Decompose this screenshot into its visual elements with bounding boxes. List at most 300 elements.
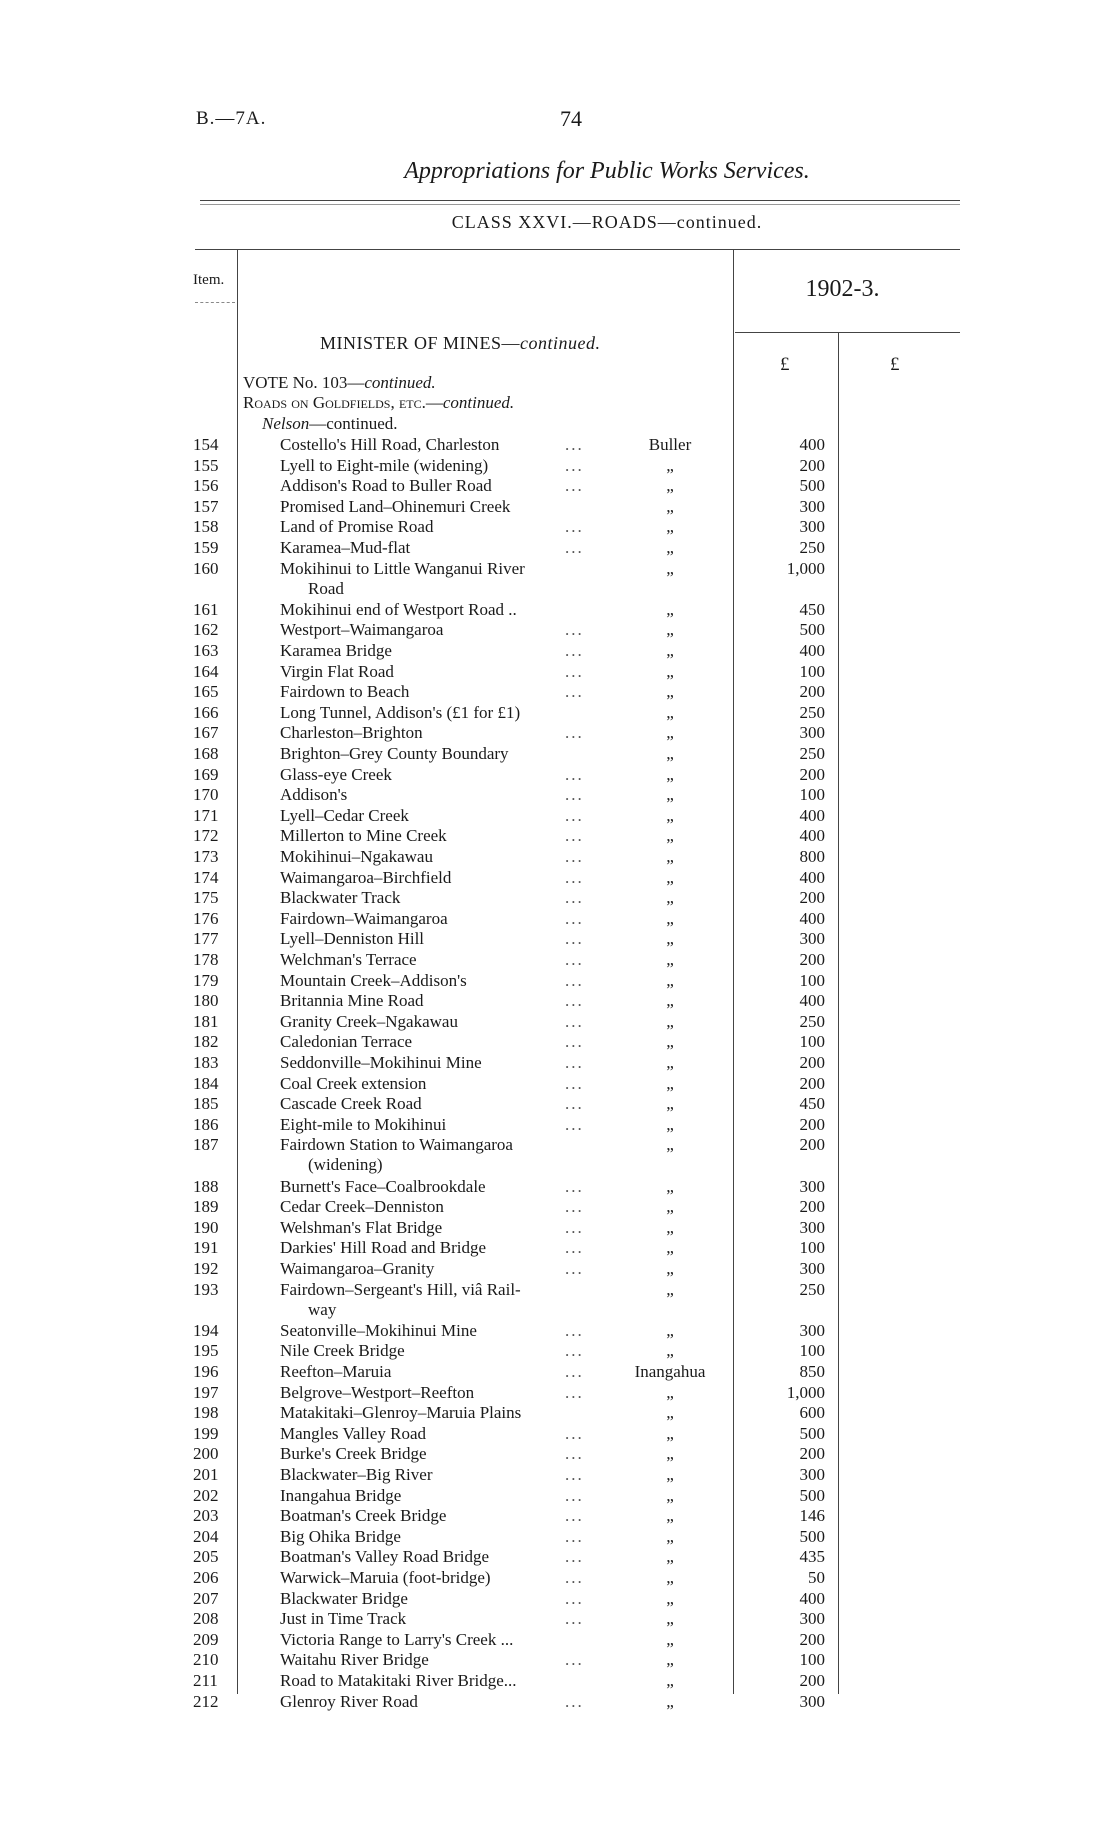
amount: 850 [799,1362,825,1381]
leader-dots: ... [565,1506,584,1526]
electoral-district: „ [666,620,674,640]
item-column-rule [237,249,238,1694]
road-name-line: Glenroy River Road [280,1691,418,1711]
road-name-continuation: Road [308,578,344,598]
amount: 200 [799,888,825,908]
amount: 300 [799,1217,825,1237]
road-name [280,785,600,805]
document-reference: B.—7A. [196,108,267,129]
road-name-line: Granity Creek–Ngakawau [280,1011,458,1031]
amount: 435 [799,1547,825,1567]
road-name [280,662,600,682]
class-title: CLASS XXVI.—ROADS—continued. [451,212,763,232]
electoral-district: „ [666,1444,674,1464]
electoral-district: „ [666,1629,674,1649]
electoral-district: „ [666,723,674,743]
amount: 600 [799,1403,825,1423]
road-name [280,1012,600,1032]
road-name-line: Belgrove–Westport–Reefton [280,1382,475,1402]
road-name [280,682,600,702]
item-number: 180 [193,991,219,1011]
item-number: 170 [193,785,219,805]
electoral-district: Buller [648,435,692,454]
amount: 300 [799,1465,825,1484]
item-underline [195,302,235,303]
item-number: 190 [193,1217,219,1237]
road-name-continuation: way [308,1299,337,1319]
amount: 450 [799,1094,825,1114]
leader-dots: ... [565,805,584,825]
item-number: 208 [193,1609,219,1629]
amount: 250 [799,1011,825,1031]
amount: 250 [799,702,825,722]
electoral-district: „ [666,1650,674,1670]
amount: 200 [799,764,825,784]
vote-heading: VOTE No. 103—continued. [243,373,436,392]
electoral-district: „ [666,847,674,866]
electoral-district: „ [666,1135,674,1155]
amount: 200 [799,1073,825,1093]
amount: 500 [799,620,825,640]
leader-dots: ... [565,1073,584,1093]
road-name [280,1135,600,1175]
road-name [280,456,600,476]
item-number: 171 [193,805,219,825]
leader-dots: ... [565,641,584,660]
minister-heading: MINISTER OF MINES—continued. [320,333,601,353]
amount: 250 [799,744,825,763]
leader-dots: ... [565,847,584,866]
road-name [280,703,600,723]
pound-sign-column1: £ [780,354,790,375]
road-name-line: Britannia Mine Road [280,991,424,1011]
road-name-line: Charleston–Brighton [280,723,423,743]
road-name [280,641,600,661]
amount: 400 [799,991,825,1011]
road-name-line: Addison's [280,785,348,805]
leader-dots: ... [565,1032,584,1052]
amount: 800 [799,847,825,866]
road-name [280,847,600,867]
amount-column-rule [838,332,839,1694]
road-name [280,1444,600,1464]
electoral-district: „ [666,1053,674,1072]
road-name-line: Burke's Creek Bridge [280,1444,427,1464]
road-name-line: Fairdown Station to Waimangaroa [280,1135,513,1155]
item-number: 176 [193,908,219,928]
leader-dots: ... [565,1011,584,1031]
amount: 300 [799,496,825,516]
item-number: 189 [193,1197,219,1217]
amount: 300 [799,1176,825,1196]
item-number: 173 [193,847,219,866]
item-number: 158 [193,517,219,537]
leader-dots: ... [565,517,584,537]
item-number: 184 [193,1073,219,1093]
item-number: 161 [193,599,219,619]
road-name-line: Lyell–Denniston Hill [280,929,425,949]
electoral-district: „ [666,970,674,990]
leader-dots: ... [565,1588,584,1608]
road-name [280,1094,600,1114]
item-number: 201 [193,1465,219,1484]
leader-dots: ... [565,1465,584,1484]
road-name [280,888,600,908]
electoral-district: „ [666,1341,674,1361]
road-name-line: Blackwater Track [280,888,401,908]
road-name [280,1692,600,1712]
road-name [280,1465,600,1485]
leader-dots: ... [565,1176,584,1196]
item-number: 188 [193,1176,219,1196]
leader-dots: ... [565,1691,584,1711]
electoral-district: „ [666,1403,674,1423]
amount: 400 [799,908,825,928]
road-name-continuation: (widening) [308,1155,383,1175]
electoral-district: „ [666,1671,674,1690]
amount: 50 [808,1568,825,1587]
leader-dots: ... [565,1362,584,1381]
road-name [280,1630,600,1650]
item-number: 194 [193,1320,219,1340]
road-name-line: Cascade Creek Road [280,1094,422,1114]
item-number: 205 [193,1547,219,1567]
leader-dots: ... [565,867,584,887]
amount: 300 [799,723,825,743]
item-number: 199 [193,1423,219,1443]
electoral-district: „ [666,1176,674,1196]
year-column-header: 1902-3. [805,276,880,302]
road-name-line: Mokihinui to Little Wanganui River [280,558,525,578]
pound-sign-column2: £ [890,354,900,375]
road-name-line: Lyell–Cedar Creek [280,805,409,825]
item-number: 157 [193,496,219,516]
leader-dots: ... [565,661,584,681]
road-name [280,909,600,929]
electoral-district: „ [666,661,674,681]
item-number: 197 [193,1382,219,1402]
road-name [280,435,600,455]
road-name-line: Blackwater Bridge [280,1588,408,1608]
road-name-line: Fairdown to Beach [280,682,410,702]
road-name-line: Karamea Bridge [280,641,392,660]
page-number: 74 [560,106,582,131]
leader-dots: ... [565,1259,584,1278]
electoral-district: „ [666,641,674,660]
leader-dots: ... [565,435,584,454]
amount: 400 [799,826,825,846]
item-number: 156 [193,476,219,496]
amount: 400 [799,641,825,660]
road-name-line: Mokihinui end of Westport Road .. [280,599,517,619]
road-name-line: Addison's Road to Buller Road [280,476,492,496]
amount: 500 [799,1526,825,1546]
electoral-district: „ [666,826,674,846]
electoral-district: „ [666,805,674,825]
road-name [280,868,600,888]
leader-dots: ... [565,1094,584,1114]
road-name [280,1383,600,1403]
leader-dots: ... [565,1423,584,1443]
road-name-line: Big Ohika Bridge [280,1526,401,1546]
leader-dots: ... [565,1485,584,1505]
item-number: 203 [193,1506,219,1526]
road-name-line: Darkies' Hill Road and Bridge [280,1238,487,1258]
road-name [280,620,600,640]
road-name [280,806,600,826]
road-name [280,476,600,496]
electoral-district: „ [666,867,674,887]
electoral-district: „ [666,888,674,908]
electoral-district: „ [666,1114,674,1134]
item-column-header: Item. [193,272,225,288]
electoral-district: „ [666,1506,674,1526]
amount: 200 [799,682,825,702]
road-name [280,1671,600,1691]
district-subheading: Nelson—continued. [262,414,398,433]
amount: 200 [799,1671,825,1690]
leader-dots: ... [565,1341,584,1361]
amount: 500 [799,476,825,496]
electoral-district: „ [666,929,674,949]
leader-dots: ... [565,929,584,949]
item-number: 209 [193,1629,219,1649]
road-name [280,1424,600,1444]
electoral-district: „ [666,702,674,722]
electoral-district: „ [666,1032,674,1052]
leader-dots: ... [565,1444,584,1464]
amount: 100 [799,661,825,681]
road-name-line: Karamea–Mud-flat [280,538,411,557]
road-name-line: Long Tunnel, Addison's (£1 for £1) [280,702,521,722]
electoral-district: „ [666,1197,674,1217]
road-name-line: Waimangaroa–Birchfield [280,867,452,887]
item-number: 167 [193,723,219,743]
road-name-line: Victoria Range to Larry's Creek ... [280,1629,514,1649]
road-name [280,1218,600,1238]
leader-dots: ... [565,1382,584,1402]
amount: 200 [799,1114,825,1134]
table-top-rule [195,249,960,250]
leader-dots: ... [565,1217,584,1237]
leader-dots: ... [565,1320,584,1340]
road-name [280,1280,600,1320]
road-name-line: Boatman's Valley Road Bridge [280,1547,490,1567]
amount: 500 [799,1423,825,1443]
electoral-district: „ [666,764,674,784]
leader-dots: ... [565,1568,584,1587]
road-name [280,517,600,537]
road-name [280,971,600,991]
leader-dots: ... [565,991,584,1011]
year-underline [735,332,960,333]
title-rule-bottom [200,204,960,205]
road-name [280,1321,600,1341]
leader-dots: ... [565,970,584,990]
item-number: 177 [193,929,219,949]
leader-dots: ... [565,785,584,805]
road-name [280,744,600,764]
road-name-line: Coal Creek extension [280,1073,427,1093]
amount: 1,000 [786,558,825,578]
road-name-line: Burnett's Face–Coalbrookdale [280,1176,486,1196]
electoral-district: „ [666,1423,674,1443]
item-number: 181 [193,1011,219,1031]
road-name-line: Westport–Waimangaroa [280,620,444,640]
road-name-line: Cedar Creek–Denniston [280,1197,444,1217]
item-number: 162 [193,620,219,640]
leader-dots: ... [565,1114,584,1134]
electoral-district: „ [666,682,674,702]
road-name-line: Warwick–Maruia (foot-bridge) [280,1568,491,1587]
item-number: 182 [193,1032,219,1052]
road-name-line: Just in Time Track [280,1609,407,1629]
road-name [280,1074,600,1094]
leader-dots: ... [565,826,584,846]
leader-dots: ... [565,1609,584,1629]
electoral-district: „ [666,496,674,516]
road-name [280,1609,600,1629]
road-name-line: Mountain Creek–Addison's [280,970,467,990]
electoral-district: „ [666,599,674,619]
amount: 200 [799,1629,825,1649]
electoral-district: „ [666,950,674,969]
amount: 200 [799,1444,825,1464]
amount: 1,000 [786,1382,825,1402]
amount: 100 [799,1341,825,1361]
amount: 300 [799,929,825,949]
amount: 400 [799,805,825,825]
road-name [280,600,600,620]
road-name-line: Matakitaki–Glenroy–Maruia Plains [280,1403,522,1423]
amount: 300 [799,1609,825,1629]
amount: 300 [799,1259,825,1278]
amount: 100 [799,970,825,990]
electoral-district: „ [666,1382,674,1402]
road-name-line: Seddonville–Mokihinui Mine [280,1053,482,1072]
electoral-district: „ [666,1526,674,1546]
road-name [280,1177,600,1197]
road-name [280,1197,600,1217]
item-number: 159 [193,538,219,557]
item-number: 186 [193,1114,219,1134]
amount: 400 [799,1588,825,1608]
item-number: 169 [193,764,219,784]
road-name [280,1238,600,1258]
road-name-line: Waimangaroa–Granity [280,1259,435,1278]
electoral-district: „ [666,1073,674,1093]
item-number: 196 [193,1362,219,1381]
road-name [280,1527,600,1547]
road-name-line: Boatman's Creek Bridge [280,1506,447,1526]
road-name [280,1341,600,1361]
road-name [280,1403,600,1423]
electoral-district: „ [666,991,674,1011]
amount: 250 [799,1279,825,1299]
electoral-district: „ [666,1259,674,1278]
title-rule-top [200,200,960,201]
roads-subheading: Roads on Goldfields, etc.—continued. [243,393,515,412]
amount: 200 [799,455,825,475]
item-number: 166 [193,702,219,722]
item-number: 212 [193,1691,219,1711]
electoral-district: „ [666,1609,674,1629]
item-number: 193 [193,1279,219,1299]
electoral-district: Inangahua [634,1362,706,1381]
leader-dots: ... [565,723,584,743]
road-name [280,1259,600,1279]
electoral-district: „ [666,908,674,928]
road-name-line: Promised Land–Ohinemuri Creek [280,496,511,516]
leader-dots: ... [565,455,584,475]
item-number: 200 [193,1444,219,1464]
road-name [280,1115,600,1135]
leader-dots: ... [565,950,584,969]
electoral-district: „ [666,1320,674,1340]
road-name [280,723,600,743]
road-name [280,929,600,949]
road-name-line: Millerton to Mine Creek [280,826,447,846]
road-name-line: Costello's Hill Road, Charleston [280,435,500,454]
electoral-district: „ [666,517,674,537]
electoral-district: „ [666,744,674,763]
leader-dots: ... [565,1547,584,1567]
road-name [280,1589,600,1609]
amount: 200 [799,1197,825,1217]
page-title: Appropriations for Public Works Services. [404,158,810,184]
road-name [280,991,600,1011]
item-number: 168 [193,744,219,763]
amount: 300 [799,1320,825,1340]
item-number: 207 [193,1588,219,1608]
leader-dots: ... [565,1650,584,1670]
amount: 200 [799,1053,825,1072]
electoral-district: „ [666,1217,674,1237]
road-name [280,1506,600,1526]
leader-dots: ... [565,1238,584,1258]
item-number: 174 [193,867,219,887]
road-name-line: Mokihinui–Ngakawau [280,847,433,866]
road-name-line: Lyell to Eight-mile (widening) [280,455,489,475]
item-number: 204 [193,1526,219,1546]
item-number: 172 [193,826,219,846]
road-name [280,559,600,599]
item-number: 155 [193,455,219,475]
road-name [280,950,600,970]
road-name-line: Inangahua Bridge [280,1485,402,1505]
amount: 450 [799,599,825,619]
amount: 100 [799,1238,825,1258]
electoral-district: „ [666,1465,674,1484]
road-name-line: Fairdown–Waimangaroa [280,908,448,928]
road-name [280,538,600,558]
amount: 200 [799,950,825,969]
amount: 400 [799,867,825,887]
road-name-line: Eight-mile to Mokihinui [280,1114,447,1134]
electoral-district: „ [666,1279,674,1299]
leader-dots: ... [565,682,584,702]
leader-dots: ... [565,1526,584,1546]
item-number: 195 [193,1341,219,1361]
amount: 146 [799,1506,825,1526]
leader-dots: ... [565,1053,584,1072]
road-name [280,1032,600,1052]
amount: 200 [799,1135,825,1155]
road-name-line: Virgin Flat Road [280,661,394,681]
item-number: 183 [193,1053,219,1072]
road-name-line: Caledonian Terrace [280,1032,413,1052]
item-number: 179 [193,970,219,990]
